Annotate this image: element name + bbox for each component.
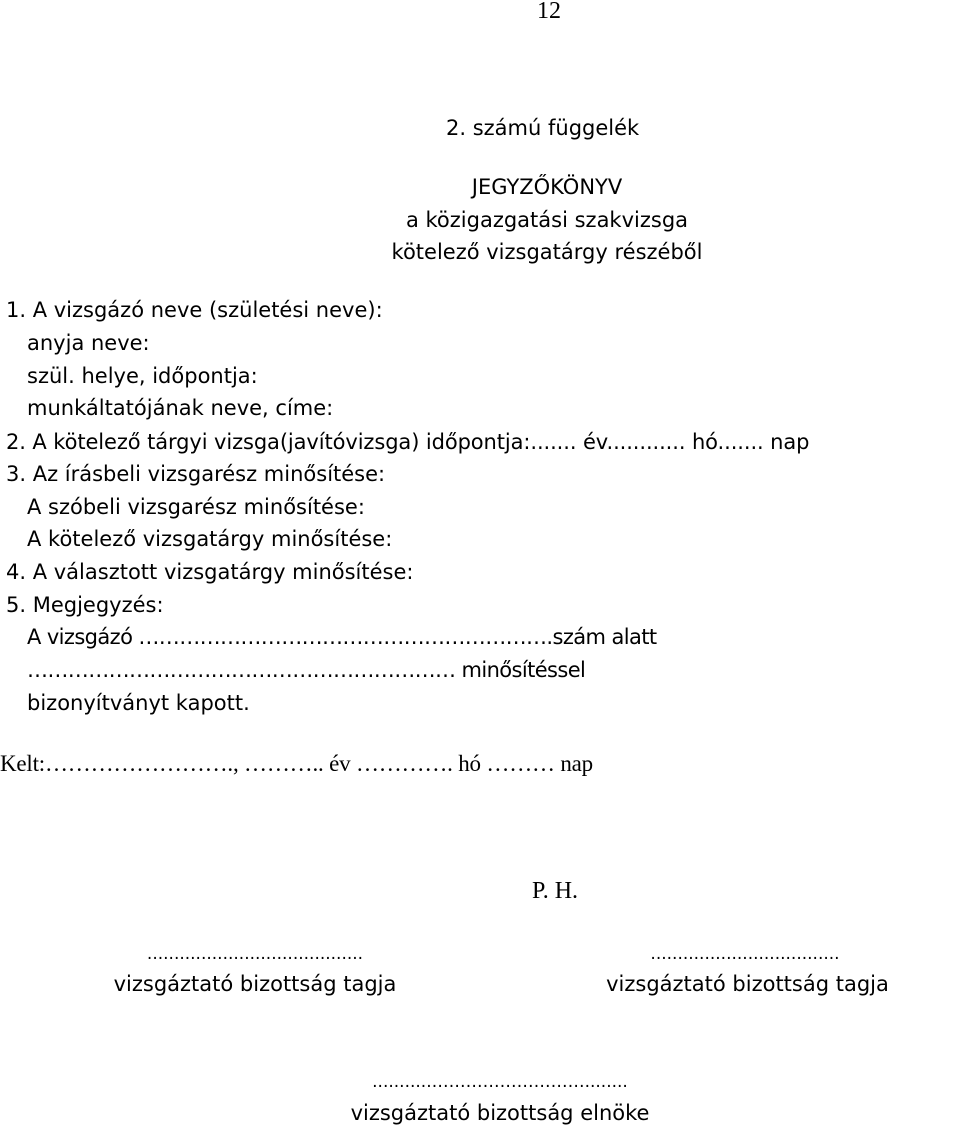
field-munkaltato: munkáltatójának neve, címe:: [27, 396, 334, 420]
remark-line1-text: A vizsgázó …………………………………………………….szám alatt: [27, 625, 657, 649]
signature-chair-label: vizsgáztató bizottság elnöke: [350, 1101, 650, 1125]
signature-left-dots: ........................................: [146, 944, 364, 964]
field-vizsga-idopontja: 2. A kötelező tárgyi vizsga(javítóvizsga) időpontja:....... év............ hó....... nap: [6, 430, 810, 454]
field-szul-helye: szül. helye, időpontja:: [27, 364, 258, 388]
signature-right-label: vizsgáztató bizottság tagja: [606, 972, 889, 996]
field-anyja-neve: anyja neve:: [27, 331, 150, 355]
title-line2: a közigazgatási szakvizsga: [405, 208, 689, 232]
remark-line2: [27, 656, 897, 684]
page-number-text: 12: [537, 0, 561, 24]
stamp-ph: P. H.: [532, 878, 579, 904]
title-line1: JEGYZŐKÖNYV: [471, 175, 623, 199]
field-szobeli-minosites: A szóbeli vizsgarész minősítése:: [27, 495, 365, 519]
appendix-label: 2. számú függelék: [446, 116, 640, 140]
field-kotelezo-minosites: A kötelező vizsgatárgy minősítése:: [27, 527, 393, 551]
title-line3: kötelező vizsgatárgy részéből: [391, 240, 703, 264]
remark-line2-text: ……………………………………………………… minősítéssel: [27, 658, 586, 682]
field-irasbeli-minosites: 3. Az írásbeli vizsgarész minősítése:: [6, 462, 386, 486]
remark-line1: [27, 623, 867, 651]
field-megjegyzes: 5. Megjegyzés:: [6, 593, 164, 617]
signature-chair-dots: ...........………………………........: [372, 1072, 628, 1092]
field-valasztott-minosites: 4. A választott vizsgatárgy minősítése:: [6, 560, 414, 584]
remark-line3: bizonyítványt kapott.: [27, 691, 250, 715]
signature-right-dots: ...................................: [650, 944, 840, 964]
field-vizsgazo-neve: 1. A vizsgázó neve (születési neve):: [6, 298, 383, 322]
date-line: Kelt:……………………., ……….. év …………. hó ……… nap: [0, 751, 593, 776]
signature-left-label: vizsgáztató bizottság tagja: [113, 972, 397, 996]
